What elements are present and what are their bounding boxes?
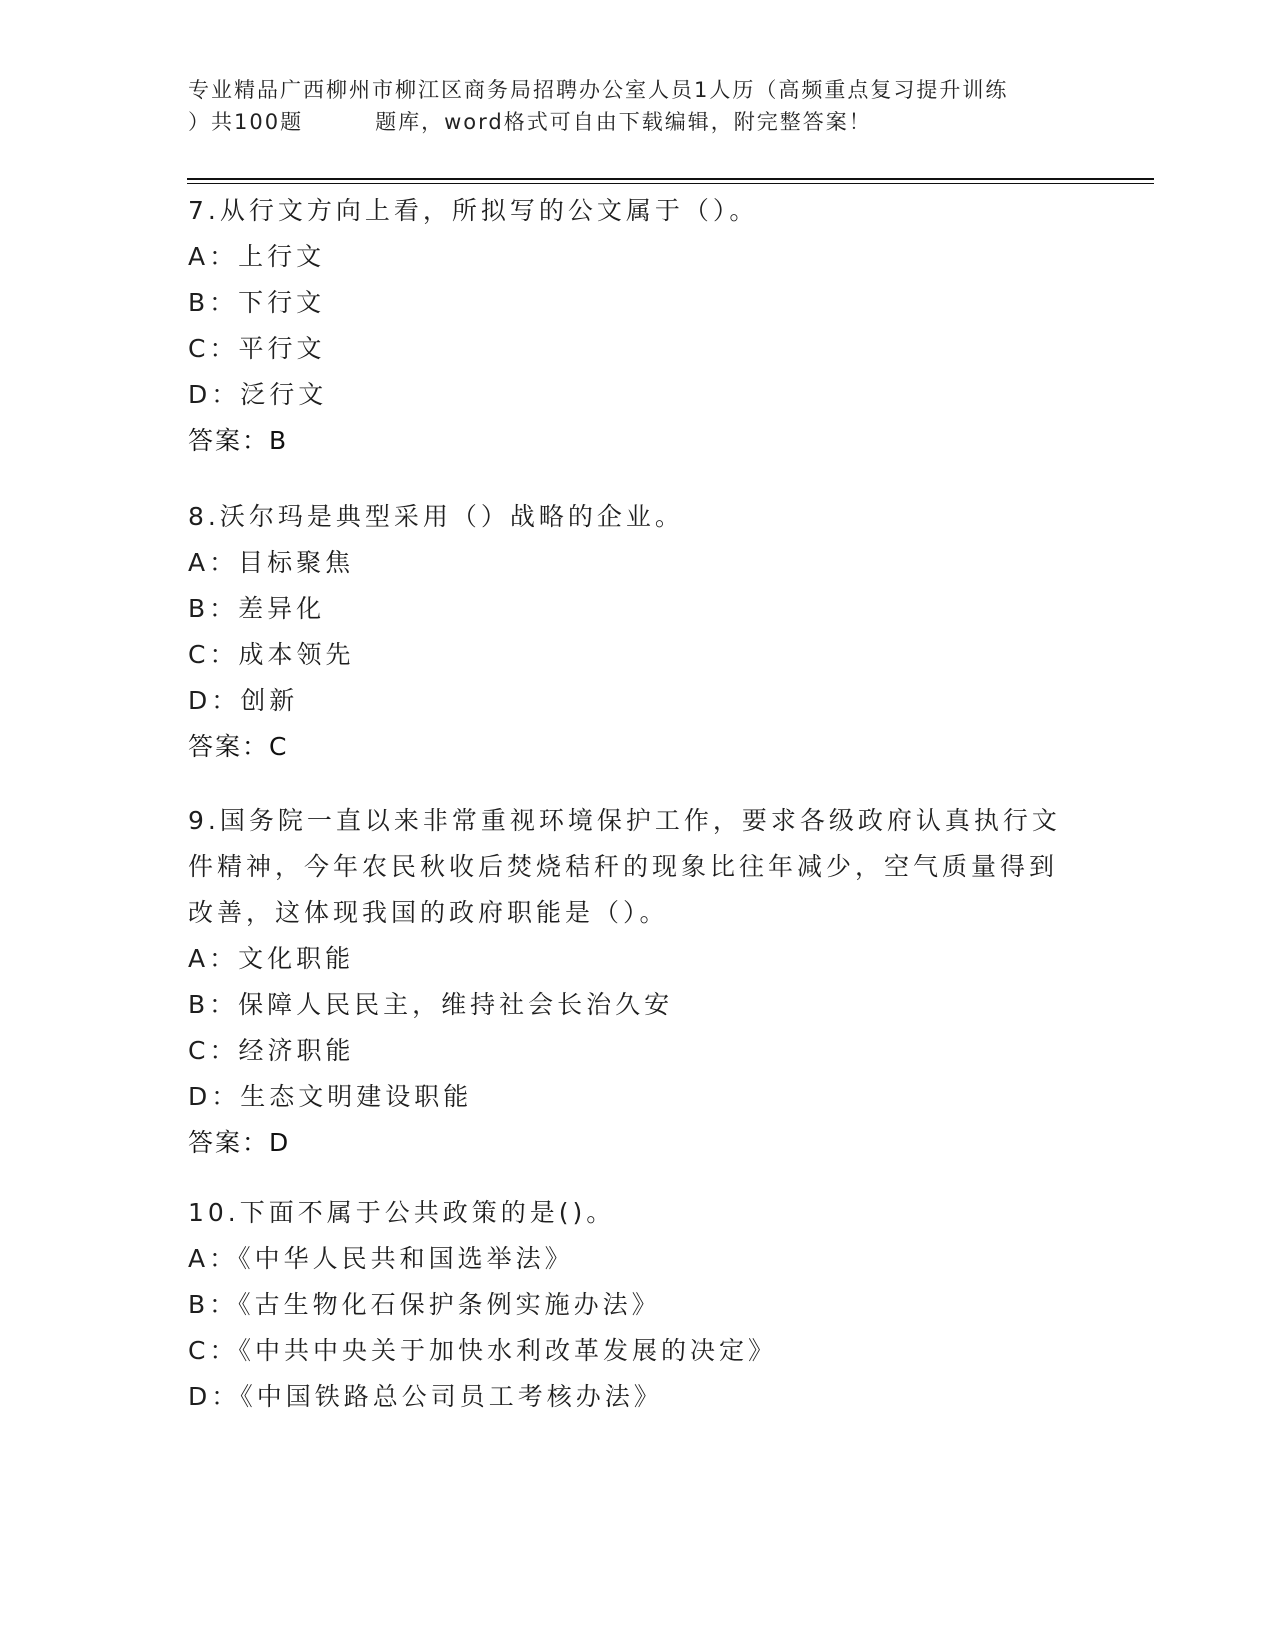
header-line-2-part-2: 题库，word格式可自由下载编辑，附完整答案！ (375, 110, 872, 134)
question-stem: 7.从行文方向上看，所拟写的公文属于（）。 (188, 196, 759, 225)
option-c: C：平行文 (188, 334, 326, 363)
option-b: B：下行文 (188, 288, 326, 317)
question-10 (188, 1190, 1068, 1420)
option-c: C：《中共中央关于加快水利改革发展的决定》 (188, 1336, 777, 1365)
option-b: B：差异化 (188, 594, 326, 623)
question-stem-line-2: 件精神，今年农民秋收后焚烧秸秆的现象比往年减少，空气质量得到 (188, 852, 1059, 881)
question-9 (188, 798, 1068, 1166)
header-line-2-part-1: ）共100题 (188, 110, 304, 134)
header-divider-thick (187, 178, 1154, 180)
header-line-1: 专业精品广西柳州市柳江区商务局招聘办公室人员1人历（高频重点复习提升训练 (188, 78, 1009, 102)
option-c: C：成本领先 (188, 640, 355, 669)
option-b: B：《古生物化石保护条例实施办法》 (188, 1290, 661, 1319)
option-c: C：经济职能 (188, 1036, 355, 1065)
answer: 答案：D (188, 1128, 291, 1157)
option-b: B：保障人民民主，维持社会长治久安 (188, 990, 674, 1019)
option-d: D：生态文明建设职能 (188, 1082, 473, 1111)
question-stem-line-3: 改善，这体现我国的政府职能是（）。 (188, 898, 669, 927)
option-a: A：文化职能 (188, 944, 355, 973)
option-a: A：目标聚焦 (188, 548, 355, 577)
document-header (188, 74, 1088, 138)
header-line-2 (188, 106, 1088, 138)
question-stem: 8.沃尔玛是典型采用（）战略的企业。 (188, 502, 684, 531)
answer: 答案：B (188, 426, 289, 455)
option-d: D：《中国铁路总公司员工考核办法》 (188, 1382, 663, 1411)
question-stem-line-1: 9.国务院一直以来非常重视环境保护工作，要求各级政府认真执行文 (188, 806, 1061, 835)
header-divider-thin (187, 183, 1154, 184)
question-7 (188, 188, 1068, 464)
answer: 答案：C (188, 732, 289, 761)
option-d: D：创新 (188, 686, 299, 715)
option-a: A：《中华人民共和国选举法》 (188, 1244, 574, 1273)
question-8 (188, 494, 1068, 770)
option-a: A：上行文 (188, 242, 326, 271)
option-d: D：泛行文 (188, 380, 328, 409)
question-stem: 10.下面不属于公共政策的是()。 (188, 1198, 616, 1227)
